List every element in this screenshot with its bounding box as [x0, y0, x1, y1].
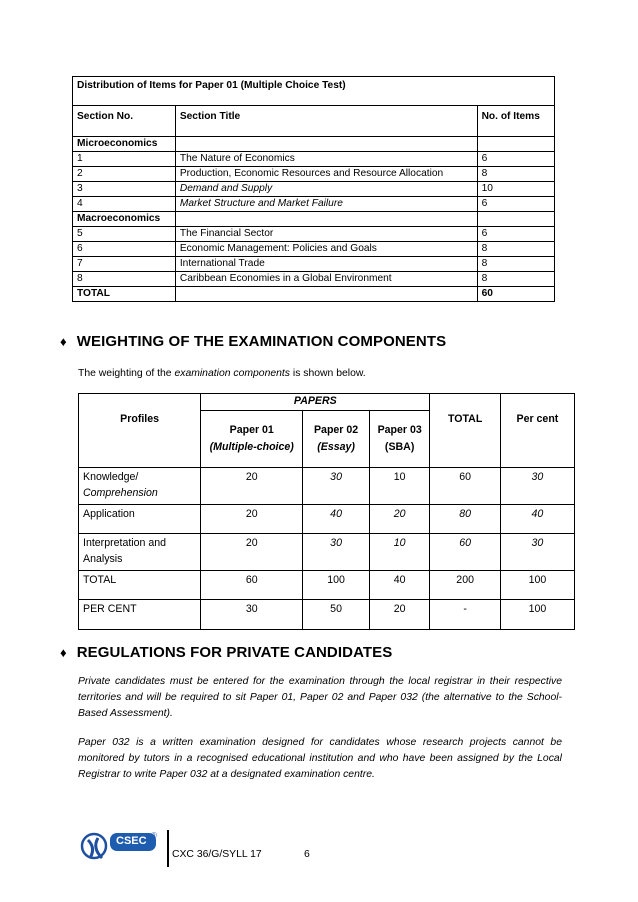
- diamond-bullet-icon: ♦: [60, 334, 67, 349]
- table-row: 4 Market Structure and Market Failure 6: [73, 197, 555, 212]
- table-row: 2 Production, Economic Resources and Resource Allocation 8: [73, 167, 555, 182]
- table-row: 1 The Nature of Economics 6: [73, 152, 555, 167]
- table-row: 6 Economic Management: Policies and Goals 8: [73, 242, 555, 257]
- items-distribution-table: [72, 76, 555, 302]
- percent-row: PER CENT 30 50 20 - 100: [79, 600, 575, 630]
- table-row: Application 20 40 20 80 40: [79, 505, 575, 534]
- header-profiles: Profiles: [79, 394, 201, 468]
- group-macroeconomics: Macroeconomics: [73, 212, 176, 227]
- table-row: 7 International Trade 8: [73, 257, 555, 272]
- table-row: 3 Demand and Supply 10: [73, 182, 555, 197]
- cxc-csec-logo: CSEC ®: [80, 826, 164, 870]
- header-no-of-items: No. of Items: [477, 106, 554, 137]
- diamond-bullet-icon: ♦: [60, 645, 67, 660]
- header-section-no: Section No.: [73, 106, 176, 137]
- weighting-intro: The weighting of the examination components is shown below.: [78, 368, 366, 379]
- total-row: TOTAL 60 100 40 200 100: [79, 571, 575, 600]
- footer-divider: [167, 830, 169, 867]
- header-percent: Per cent: [500, 394, 574, 468]
- table-row: Interpretation and Analysis 20 30 10 60 30: [79, 534, 575, 571]
- regulations-paragraph-2: Paper 032 is a written examination designed for candidates whose research projects cannot be monitored by tutors in a recognised educational institution and who have been assigned by the Local Registrar to write Paper 032 at a designated examination centre.: [78, 737, 562, 780]
- header-section-title: Section Title: [175, 106, 477, 137]
- page-number: 6: [304, 849, 310, 860]
- table1-title: Distribution of Items for Paper 01 (Multiple Choice Test): [73, 77, 555, 106]
- table-row: 8 Caribbean Economies in a Global Environment 8: [73, 272, 555, 287]
- header-paper02: Paper 02 (Essay): [303, 411, 370, 468]
- header-total: TOTAL: [430, 394, 500, 468]
- group-microeconomics: Microeconomics: [73, 137, 176, 152]
- regulations-heading: ♦ REGULATIONS FOR PRIVATE CANDIDATES: [60, 644, 393, 661]
- header-paper03: Paper 03 (SBA): [369, 411, 430, 468]
- table-row: Knowledge/ Comprehension 20 30 10 60 30: [79, 468, 575, 505]
- table-row: 5 The Financial Sector 6: [73, 227, 555, 242]
- header-papers: PAPERS: [201, 394, 430, 411]
- header-paper01: Paper 01 (Multiple-choice): [201, 411, 303, 468]
- regulations-paragraph-1: Private candidates must be entered for the examination through the local registrar in their respective territories and will be required to sit Paper 01, Paper 02 and Paper 032 (the alternative to the School-Based Assessment).: [78, 676, 562, 719]
- weighting-heading: ♦ WEIGHTING OF THE EXAMINATION COMPONENTS: [60, 333, 447, 350]
- weighting-table: [78, 393, 575, 630]
- total-row: TOTAL 60: [73, 287, 555, 302]
- footer-code: CXC 36/G/SYLL 17: [172, 849, 262, 860]
